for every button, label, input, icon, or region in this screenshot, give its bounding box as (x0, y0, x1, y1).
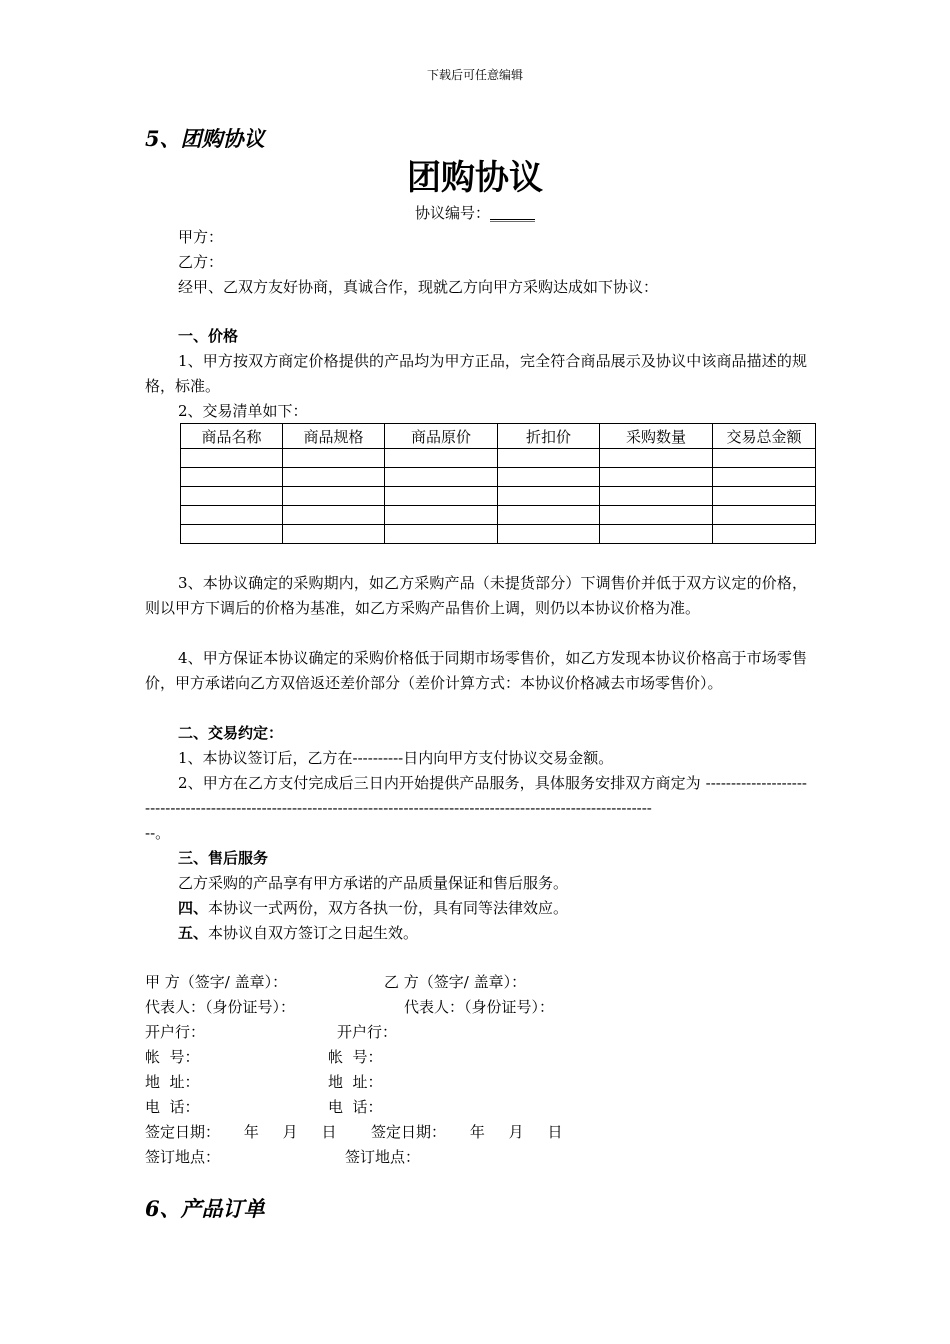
table-cell (713, 449, 816, 468)
table-cell (713, 468, 816, 487)
table-cell (600, 487, 713, 506)
agreement-number (0, 202, 950, 223)
section5-text: 本协议自双方签订之日起生效。 (208, 924, 419, 942)
table-cell (283, 525, 385, 544)
document-title: 团购协议 (407, 158, 543, 198)
section2-heading: 二、交易约定： (178, 724, 284, 742)
party-a-account: 帐 号： (145, 1048, 200, 1066)
table-cell (283, 506, 385, 525)
table-cell (385, 525, 498, 544)
table-cell (385, 487, 498, 506)
party-b-sign-date: 签定日期： 年 月 日 (371, 1123, 563, 1141)
party-b-address: 地 址： (328, 1073, 383, 1091)
party-b-bank: 开户行： (337, 1023, 398, 1041)
table-cell (181, 506, 283, 525)
section6-heading: 6、产品订单 (145, 1196, 265, 1221)
table-header-cell: 商品原价 (385, 424, 498, 449)
party-b-line: 乙方： (178, 253, 224, 271)
table-cell (283, 449, 385, 468)
party-a-bank: 开户行： (145, 1023, 206, 1041)
table-cell (600, 449, 713, 468)
party-b-sign-place: 签订地点： (345, 1148, 421, 1166)
table-cell (600, 525, 713, 544)
table-cell (600, 506, 713, 525)
table-cell (283, 487, 385, 506)
section2-para1: 1、本协议签订后，乙方在----------日内向甲方支付协议交易金额。 (178, 749, 614, 767)
intro-line: 经甲、乙双方友好协商，真诚合作，现就乙方向甲方采购达成如下协议： (178, 278, 659, 296)
section5-line (178, 921, 418, 946)
table-row (181, 468, 816, 487)
table-cell (283, 468, 385, 487)
party-a-phone: 电 话： (145, 1098, 200, 1116)
table-cell (181, 449, 283, 468)
section4-line (178, 896, 568, 921)
table-cell (713, 525, 816, 544)
table-cell (181, 468, 283, 487)
table-cell (498, 506, 600, 525)
section1-para4: 4、甲方保证本协议确定的采购价格低于同期市场零售价，如乙方发现本协议价格高于市场零售价，甲方承诺向乙方双倍返还差价部分（差价计算方式：本协议价格减去市场零售价）。 (145, 649, 807, 692)
table-header-cell: 商品名称 (181, 424, 283, 449)
table-header-cell: 折扣价 (498, 424, 600, 449)
section3-para1: 乙方采购的产品享有甲方承诺的产品质量保证和售后服务。 (178, 874, 569, 892)
party-a-line: 甲方： (178, 228, 224, 246)
section4-number: 四、 (178, 899, 209, 917)
section1-para3: 3、本协议确定的采购期内，如乙方采购产品（未提货部分）下调售价并低于双方议定的价格，则以甲方下调后的价格为基准，如乙方采购产品售价上调，则仍以本协议价格为准。 (145, 574, 807, 617)
agreement-number-label: 协议编号： (414, 204, 490, 222)
table-row (181, 449, 816, 468)
table-cell (713, 506, 816, 525)
party-b-representative: 代表人：（身份证号）： (404, 998, 555, 1016)
table-row (181, 506, 816, 525)
table-header-cell: 商品规格 (283, 424, 385, 449)
section1-heading: 一、价格 (178, 327, 239, 345)
table-cell (385, 506, 498, 525)
party-b-phone: 电 话： (328, 1098, 383, 1116)
table-cell (713, 487, 816, 506)
agreement-number-blank: ______ (490, 204, 535, 222)
section2-para2: 2、甲方在乙方支付完成后三日内开始提供产品服务，具体服务安排双方商定为 ------------------------------------------------------------------------------------------------------------------------ (145, 774, 807, 817)
table-header-cell: 交易总金额 (713, 424, 816, 449)
section3-heading: 三、售后服务 (178, 849, 269, 867)
table-cell (498, 468, 600, 487)
table-cell (498, 525, 600, 544)
section2-para2-end: --。 (145, 824, 171, 842)
table-cell (498, 449, 600, 468)
section5-number: 五、 (178, 924, 209, 942)
party-b-seal: 乙 方（签字/ 盖章）： (384, 973, 527, 991)
table-cell (385, 449, 498, 468)
header-note: 下载后可任意编辑 (426, 68, 523, 82)
table-row (181, 525, 816, 544)
table-cell (181, 487, 283, 506)
party-a-address: 地 址： (145, 1073, 200, 1091)
table-cell (385, 468, 498, 487)
section1-para1: 1、甲方按双方商定价格提供的产品均为甲方正品，完全符合商品展示及协议中该商品描述的规格，标准。 (145, 352, 807, 395)
party-a-sign-date: 签定日期： 年 月 日 (145, 1123, 337, 1141)
table-header-cell: 采购数量 (600, 424, 713, 449)
party-a-seal: 甲 方（签字/ 盖章）： (145, 973, 288, 991)
section4-text: 本协议一式两份，双方各执一份，具有同等法律效应。 (208, 899, 569, 917)
table-cell (498, 487, 600, 506)
table-cell (600, 468, 713, 487)
party-a-representative: 代表人：（身份证号）： (145, 998, 296, 1016)
table-row (181, 487, 816, 506)
table-cell (181, 525, 283, 544)
party-b-account: 帐 号： (328, 1048, 383, 1066)
trade-list-table (180, 423, 816, 544)
section1-para2: 2、交易清单如下： (178, 402, 308, 420)
party-a-sign-place: 签订地点： (145, 1148, 221, 1166)
section5-heading: 5、团购协议 (145, 126, 265, 151)
table-header-row (181, 424, 816, 449)
